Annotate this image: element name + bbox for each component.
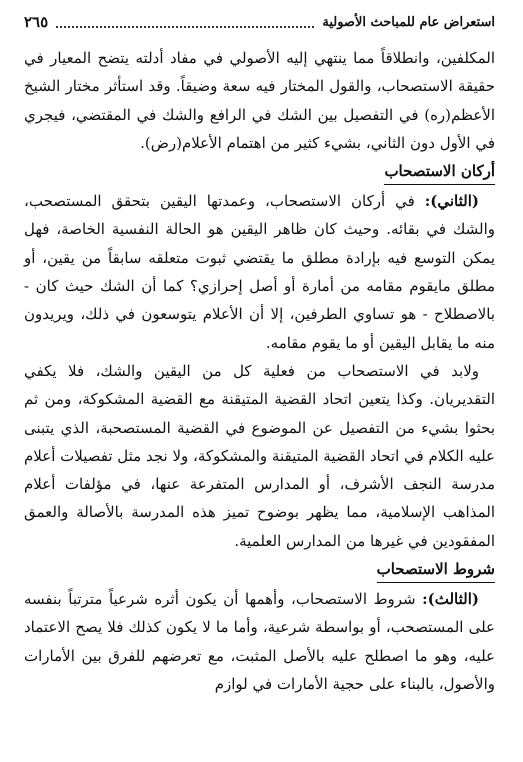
running-header bbox=[24, 10, 495, 34]
paragraph-2-label: (الثاني): bbox=[424, 192, 479, 211]
page-number: ٢٦٥ bbox=[24, 13, 49, 31]
header-dotted-leader bbox=[56, 16, 314, 28]
section-heading-arkan: أركان الاستصحاب bbox=[384, 159, 495, 185]
paragraph-1: المكلفين، وانطلاقاً مما ينتهي إليه الأصولي في مفاد أدلته يتضح المعيار في حقيقة الاستصحاب، والقول المختار فيه سعة وضيقاً. وقد استأثر مختار الشيخ الأعظم(ره) في التفصيل بين الشك في الرافع والشك في المقتضي، فيجري في الأول دون الثاني، بشيء كثير من اهتمام الأعلام(رض). bbox=[24, 49, 495, 152]
paragraph-2 bbox=[24, 187, 495, 357]
paragraph-4 bbox=[24, 585, 495, 698]
paragraph-4-text: شروط الاستصحاب، وأهمها أن يكون أثره شرعياً مترتباً بنفسه على المستصحب، أو بواسطة شرعية، وأما ما لا يكون كذلك فلا يصح الاعتماد عليه، وهو ما اصطلح عليه بالأصل المثبت، مع تعرضهم للفرق بين الأمارات والأصول، بالبناء على حجية الأمارات في لوازم bbox=[24, 590, 495, 693]
heading-wrapper-2 bbox=[24, 555, 495, 585]
paragraph-2-text: في أركان الاستصحاب، وعمدتها اليقين بتحقق المستصحب، والشك في بقائه. وحيث كان ظاهر اليقين هو الحالة النفسية الخاصة، فهل يمكن التوسع فيه بإرادة مطلق ما يقتضي ثبوت متعلقه سابقاً من يقين، أو مطلق مايقوم مقامه من أمارة أو أصل إحرازي؟ كما أن الشك حيث كان - بالاصطلاح - هو تساوي الطرفين، إلا أن الأعلام يتوسعون في ذلك، ويريدون منه ما يقابل اليقين أو ما يقوم مقامه. bbox=[24, 192, 495, 352]
section-heading-shurut: شروط الاستصحاب bbox=[377, 557, 495, 583]
paragraph-3: ولابد في الاستصحاب من فعلية كل من اليقين والشك، فلا يكفي التقديريان. وكذا يتعين اتحاد القضية المتيقنة مع القضية المشكوكة، ومن ثم بحثوا بشيء من التفصيل عن الموضوع في القضية المستصحبة، الذي يتبنى عليه الكلام في اتحاد القضية المتيقنة والمشكوكة، ولا نجد مثل تفصيلات أعلام مدرسة النجف الأشرف، أو المدارس المتفرعة عنها، في مؤلفات أعلام المذاهب الإسلامية، مما يظهر بوضوح تميز هذه المدرسة بالأصالة والعمق المفقودين في غيرها من المدارس العلمية. bbox=[24, 361, 495, 550]
heading-wrapper-1 bbox=[24, 157, 495, 187]
paragraph-4-label: (الثالث): bbox=[422, 590, 479, 609]
running-header-title: استعراض عام للمباحث الأصولية bbox=[322, 14, 495, 30]
page-body bbox=[24, 44, 495, 698]
